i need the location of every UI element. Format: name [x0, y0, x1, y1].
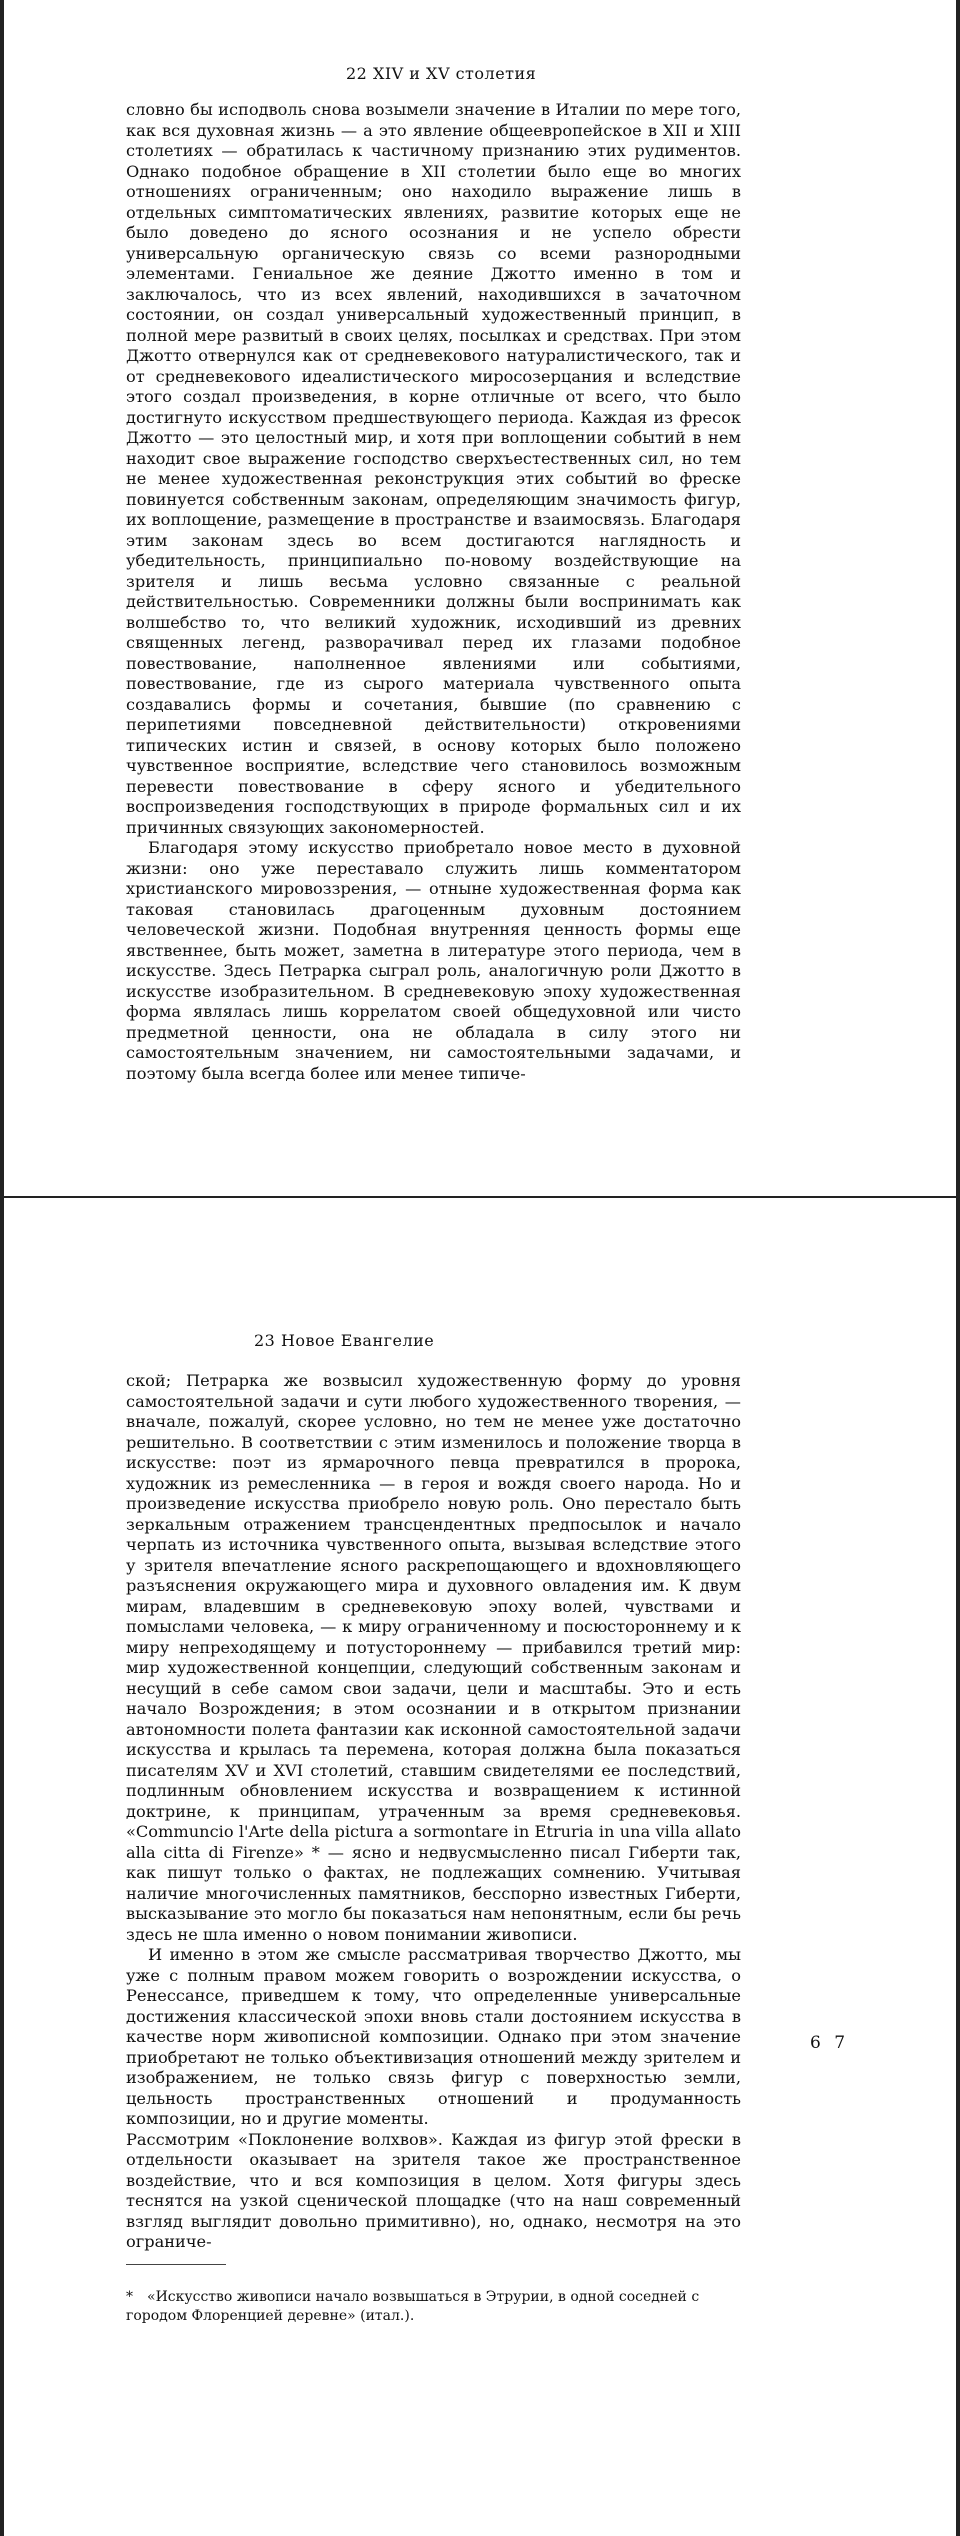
scan-edge-left: [0, 1198, 4, 2536]
page-23: [0, 1198, 960, 2536]
running-head: 23 Новое Евангелие: [254, 1331, 435, 1350]
body-text: [126, 1371, 741, 2253]
footnote-divider: [126, 2264, 226, 2265]
footnote-marker: *: [126, 2289, 133, 2305]
scan-edge-right: [956, 0, 960, 1196]
margin-page-reference: 6 7: [810, 2033, 850, 2053]
paragraph: словно бы исподволь снова возымели значение в Италии по мере того, как вся духовная жизнь — а это явление общеевропейское в XII и XIII столетиях — обратилась к частичному признанию этих рудиментов. Однако подобное обращение в XII столетии было еще во многих отношениях ограниченным; оно находило выражение лишь в отдельных симптоматических явлениях, развитие которых еще не было доведено до ясного осознания и не успело обрести универсальную органическую связь со всеми разнородными элементами. Гениальное же деяние Джотто именно в том и заключалось, что из всех явлений, находившихся в зачаточном состоянии, он создал универсальный художественный принцип, в полной мере развитый в своих целях, посылках и средствах. При этом Джотто отвернулся как от средневекового натуралистического, так и от средневекового идеалистического миросозерцания и вследствие этого создал произведения, в корне отличные от всего, что было достигнуто искусством предшествующего периода. Каждая из фресок Джотто — это целостный мир, и хотя при воплощении событий в нем находит свое выражение господство сверхъестественных сил, но тем не менее художественная реконструкция этих событий во фреске повинуется собственным законам, определяющим значимость фигур, их воплощение, размещение в пространстве и взаимосвязь. Благодаря этим законам здесь во всем достигаются наглядность и убедительность, принципиально по-новому воздействующие на зрителя и лишь весьма условно связанные с реальной действительностью. Современники должны были воспринимать как волшебство то, что великий художник, исходивший из древних священных легенд, разворачивал перед их глазами подобное повествование, наполненное явлениями или событиями, повествование, где из сырого материала чувственного опыта создавались формы и сочетания, бывшие (по сравнению с перипетиями повседневной действительности) откровениями типических истин и связей, в основу которых было положено чувственное восприятие, вследствие чего становилось возможным перевести повествование в сферу ясного и убедительного воспроизведения господствующих в природе формальных сил и их причинных связующих закономерностей.: [126, 100, 741, 837]
scan-edge-left: [0, 0, 4, 1196]
body-text: [126, 100, 741, 1084]
paragraph: И именно в этом же смысле рассматривая творчество Джотто, мы уже с полным правом можем говорить о возрождении искусства, о Ренессансе, приведшем к тому, что определенные универсальные достижения классической эпохи вновь стали достоянием искусства в качестве норм живописной композиции. Однако при этом значение приобретают не только объективизация отношений между зрителем и изображением, не только связь фигур с поверхностью земли, цельность пространственных отношений и продуманность композиции, но и другие моменты.: [126, 1945, 741, 2128]
footnote: [126, 2288, 741, 2326]
running-head: 22 XIV и XV столетия: [346, 64, 537, 83]
scan-edge-right: [956, 1198, 960, 2536]
page-22: [0, 0, 960, 1198]
paragraph: Благодаря этому искусство приобретало новое место в духовной жизни: оно уже переставало служить лишь комментатором христианского мировоззрения, — отныне художественная форма как таковая становилась драгоценным духовным достоянием человеческой жизни. Подобная внутренняя ценность формы еще явственнее, быть может, заметна в литературе этого периода, чем в искусстве. Здесь Петрарка сыграл роль, аналогичную роли Джотто в искусстве изобразительном. В средневековую эпоху художественная форма являлась лишь коррелатом своей общедуховной или чисто предметной ценности, она не обладала в силу этого ни самостоятельным значением, ни самостоятельными задачами, и поэтому была всегда более или менее типиче-: [126, 838, 741, 1083]
paragraph: ской; Петрарка же возвысил художественную форму до уровня самостоятельной задачи и сути любого художественного творения, — вначале, пожалуй, скорее условно, но тем не менее уже достаточно решительно. В соответствии с этим изменилось и положение творца в искусстве: поэт из ярмарочного певца превратился в пророка, художник из ремесленника — в героя и вождя своего народа. Но и произведение искусства приобрело новую роль. Оно перестало быть зеркальным отражением трансцендентных предпосылок и начало черпать из источника чувственного опыта, вызывая вследствие этого у зрителя впечатление ясного раскрепощающего и вдохновляющего разъяснения окружающего мира и духовного овладения им. К двум мирам, владевшим в средневековую эпоху волей, чувствами и помыслами человека, — к миру ограниченному и посюстороннему и к миру непреходящему и потустороннему — прибавился третий мир: мир художественной концепции, следующий собственным законам и несущий в себе самом свои задачи, цели и масштабы. Это и есть начало Возрождения; в этом осознании и в открытом признании автономности полета фантазии как исконной самостоятельной задачи искусства и крылась та перемена, которая должна была показаться писателям XV и XVI столетий, ставшим свидетелями ее последствий, подлинным обновлением искусства и возвращением к истинной доктрине, к принципам, утраченным за время средневековья. «Communcio l'Arte della pictura a sormontare in Etruria in una villa allato alla citta di Firenze» * — ясно и недвусмысленно писал Гиберти так, как пишут только о фактах, не подлежащих сомнению. Учитывая наличие многочисленных памятников, бесспорно известных Гиберти, высказывание это могло бы показаться нам непонятным, если бы речь здесь не шла именно о новом понимании живописи.: [126, 1371, 741, 1944]
footnote-text: «Искусство живописи начало возвышаться в Этрурии, в одной соседней с городом Флоренцией деревне» (итал.).: [126, 2289, 700, 2324]
paragraph: Рассмотрим «Поклонение волхвов». Каждая из фигур этой фрески в отдельности оказывает на зрителя такое же пространственное воздействие, что и вся композиция в целом. Хотя фигуры здесь теснятся на узкой сценической площадке (что на наш современный взгляд выглядит довольно примитивно), но, однако, несмотря на это ограниче-: [126, 2129, 741, 2251]
